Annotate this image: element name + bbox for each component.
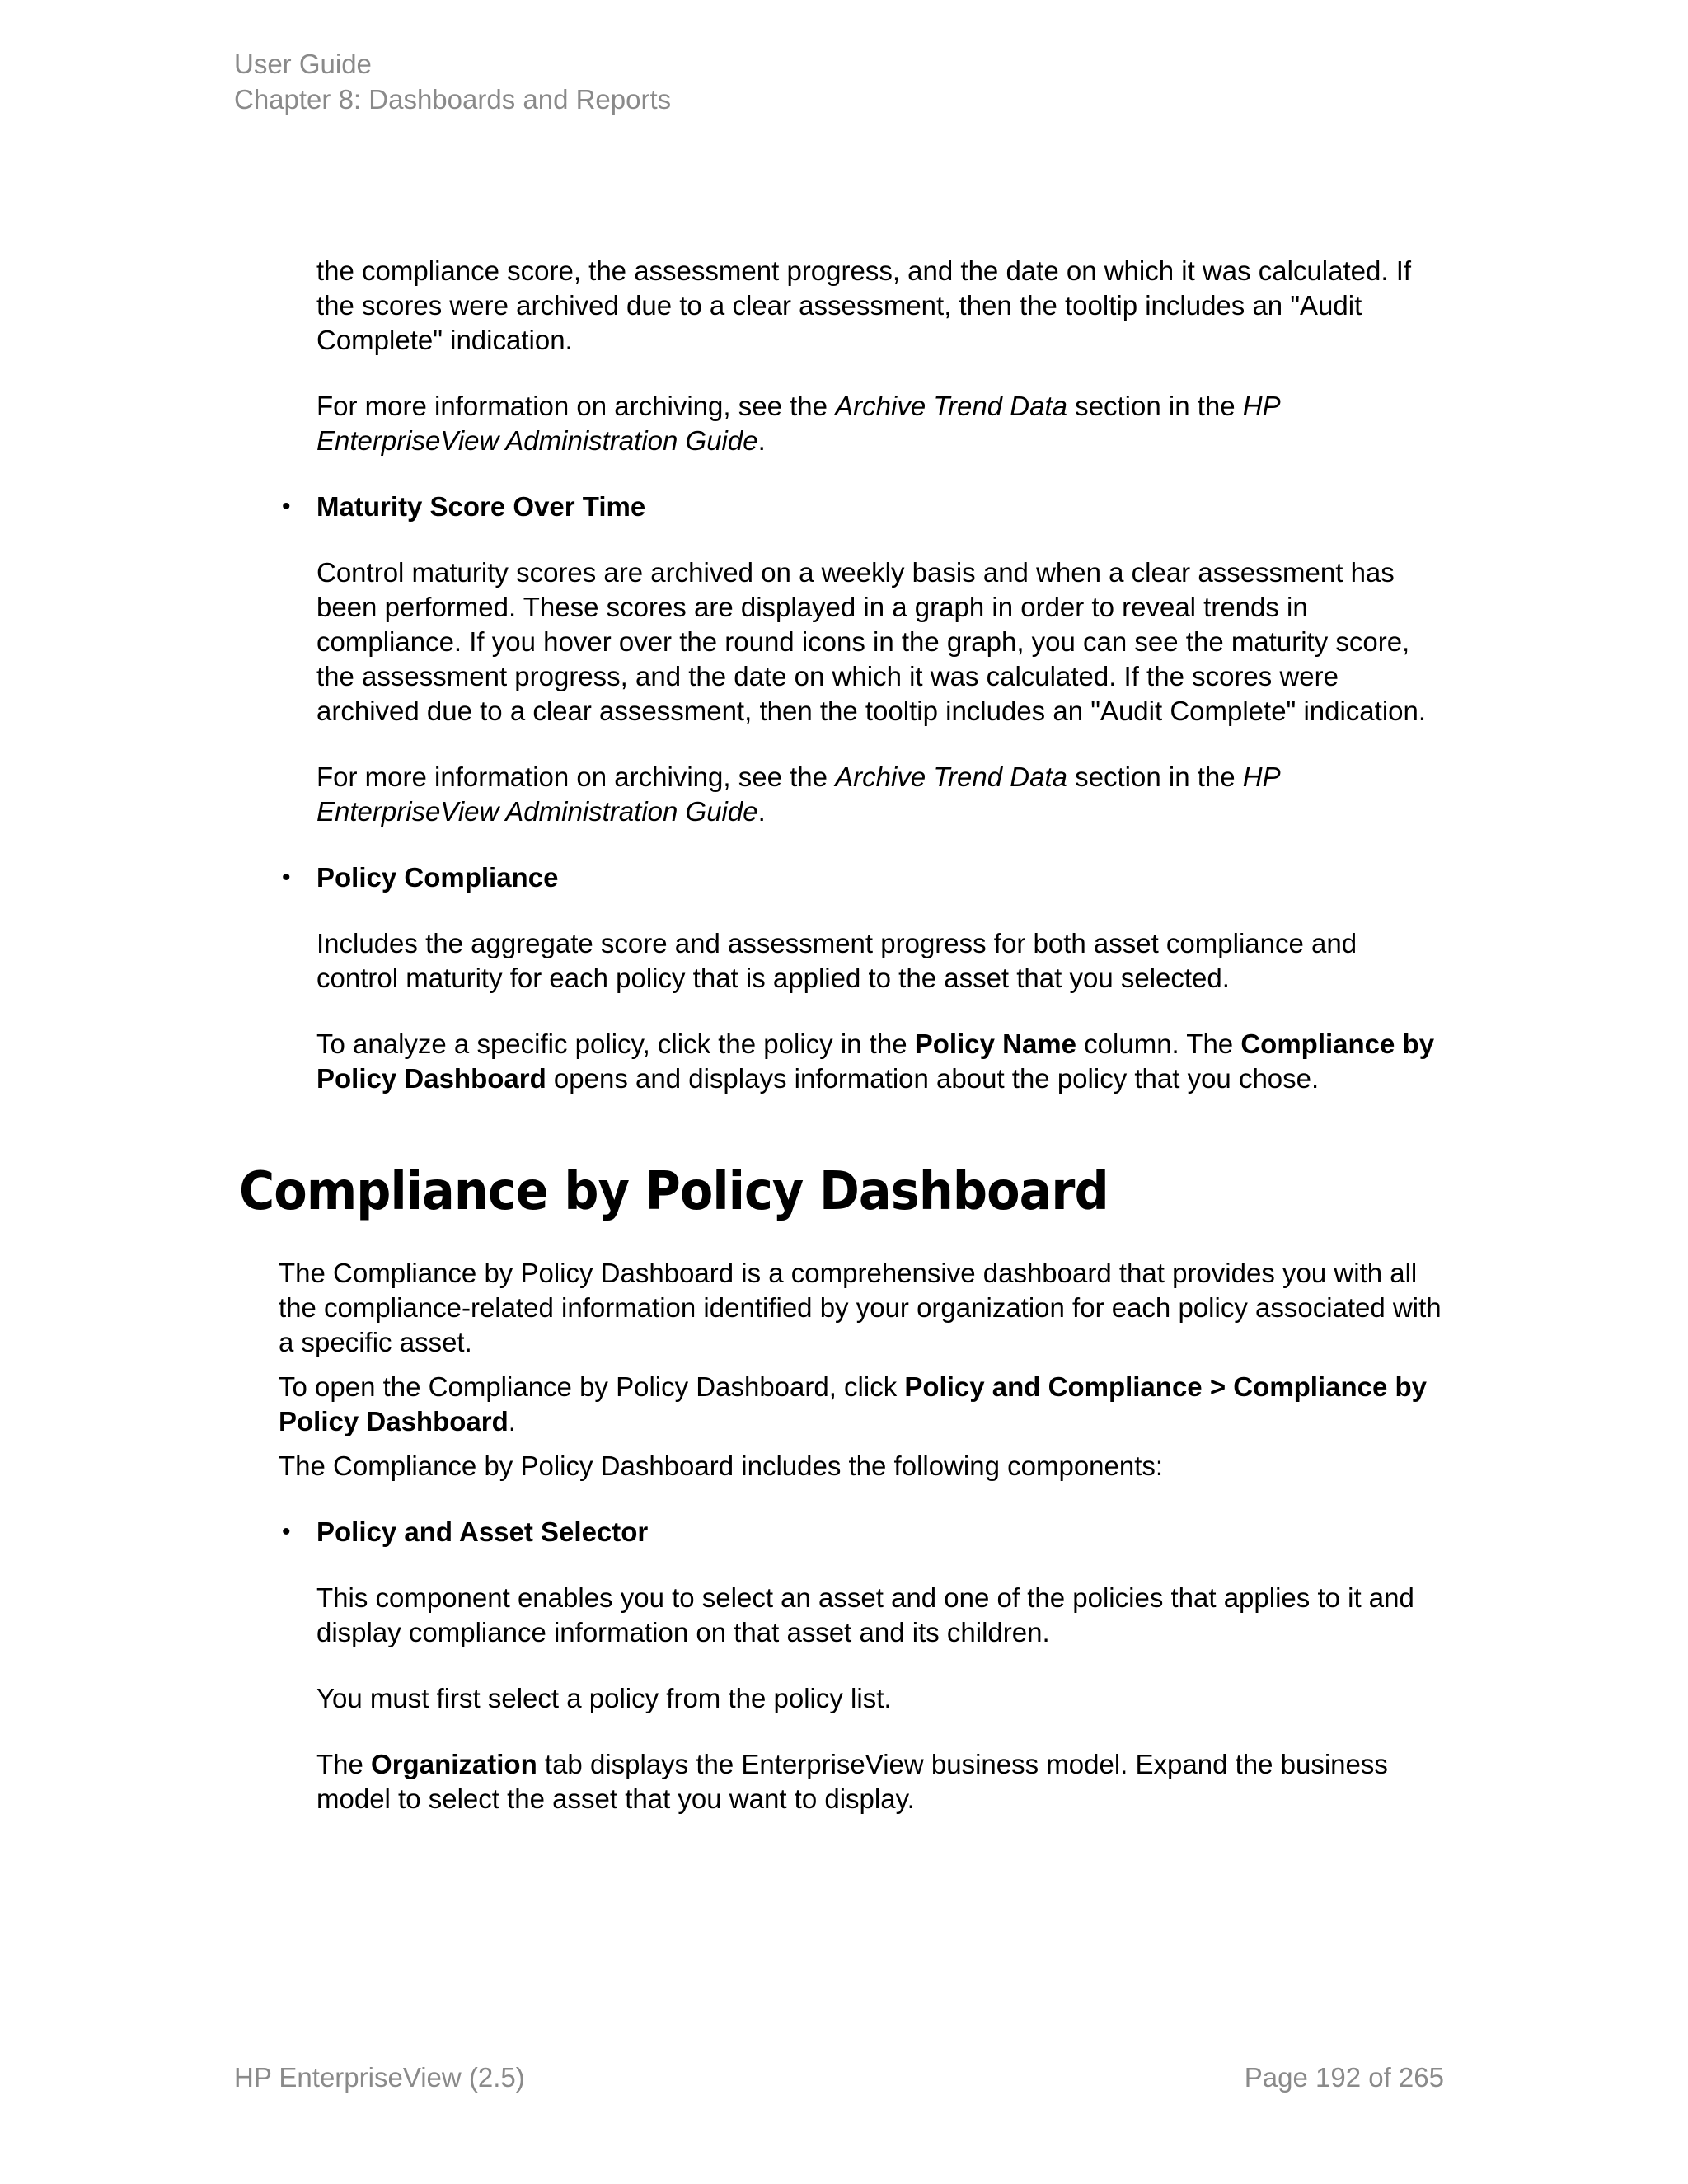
section-heading: Compliance by Policy Dashboard (239, 1161, 1109, 1222)
bullet-dot: • (282, 864, 291, 891)
admin-guide-ref: HP EnterpriseView Administration Guide (316, 391, 1280, 456)
maturity-archive-reference: For more information on archiving, see the Archive Trend Data section in the HP EnterpriseView Administration Guide. (316, 762, 1280, 827)
maturity-paragraph: Control maturity scores are archived on a weekly basis and when a clear assessment has been performed. These scores are displayed in a graph in order to reveal trends in compliance. If you hover over the round icons in the graph, you can see the maturity score, the assessment progress, and the date on which it was calculated. If the scores were archived due to a clear assessment, then the tooltip includes an "Audit Complete" indication. (316, 557, 1427, 726)
bullet-policy-asset-selector (282, 1515, 1688, 1549)
bullet-title-maturity: Maturity Score Over Time (316, 491, 646, 522)
compliance-by-policy-ref: Compliance by Policy Dashboard (316, 1029, 1435, 1094)
header-chapter-title: Chapter 8: Dashboards and Reports (234, 84, 672, 115)
policy-analyze-paragraph: To analyze a specific policy, click the policy in the Policy Name column. The Compliance by Policy Dashboard opens and displays information about the policy that you chose. (316, 1029, 1435, 1094)
header-guide-title: User Guide (234, 49, 372, 79)
bullet-dot: • (282, 1518, 291, 1545)
archive-trend-data-ref: Archive Trend Data (835, 762, 1067, 792)
bullet-title-selector: Policy and Asset Selector (316, 1516, 649, 1547)
selector-paragraph: This component enables you to select an asset and one of the policies that applies to it and display compliance information on that asset and its children. (316, 1582, 1414, 1647)
components-intro-paragraph: The Compliance by Policy Dashboard includes the following components: (279, 1451, 1164, 1481)
open-dashboard-paragraph: To open the Compliance by Policy Dashboard, click Policy and Compliance > Compliance by Policy Dashboard. (279, 1371, 1427, 1436)
bullet-maturity-score (282, 490, 1688, 524)
organization-tab-paragraph: The Organization tab displays the EnterpriseView business model. Expand the business model to select the asset that you want to display. (316, 1749, 1388, 1814)
policy-name-column-ref: Policy Name (914, 1029, 1076, 1059)
footer-product: HP EnterpriseView (2.5) (234, 2062, 525, 2093)
select-policy-paragraph: You must first select a policy from the policy list. (316, 1683, 892, 1713)
policy-compliance-paragraph: Includes the aggregate score and assessment progress for both asset compliance and control maturity for each policy that is applied to the asset that you selected. (316, 928, 1357, 993)
bullet-policy-compliance (282, 860, 1688, 895)
page-body (0, 254, 1688, 1816)
running-header (234, 46, 671, 117)
bullet-dot: • (282, 493, 291, 520)
archive-reference-paragraph: For more information on archiving, see the Archive Trend Data section in the HP EnterpriseView Administration Guide. (316, 391, 1280, 456)
organization-tab-ref: Organization (371, 1749, 537, 1779)
archive-trend-data-ref: Archive Trend Data (835, 391, 1067, 421)
footer-page-number: Page 192 of 265 (1244, 2062, 1444, 2093)
bullet-title-policy-compliance: Policy Compliance (316, 862, 559, 893)
section-intro-paragraph: The Compliance by Policy Dashboard is a comprehensive dashboard that provides you with all the compliance-related information identified by your organization for each policy associated with a specific asset. (279, 1258, 1442, 1357)
admin-guide-ref: HP EnterpriseView Administration Guide (316, 762, 1280, 827)
menu-path-ref: Policy and Compliance > Compliance by Policy Dashboard (279, 1371, 1427, 1436)
compliance-continued-paragraph: the compliance score, the assessment progress, and the date on which it was calculated. If the scores were archived due to a clear assessment, then the tooltip includes an "Audit Complete" indication. (316, 255, 1412, 355)
